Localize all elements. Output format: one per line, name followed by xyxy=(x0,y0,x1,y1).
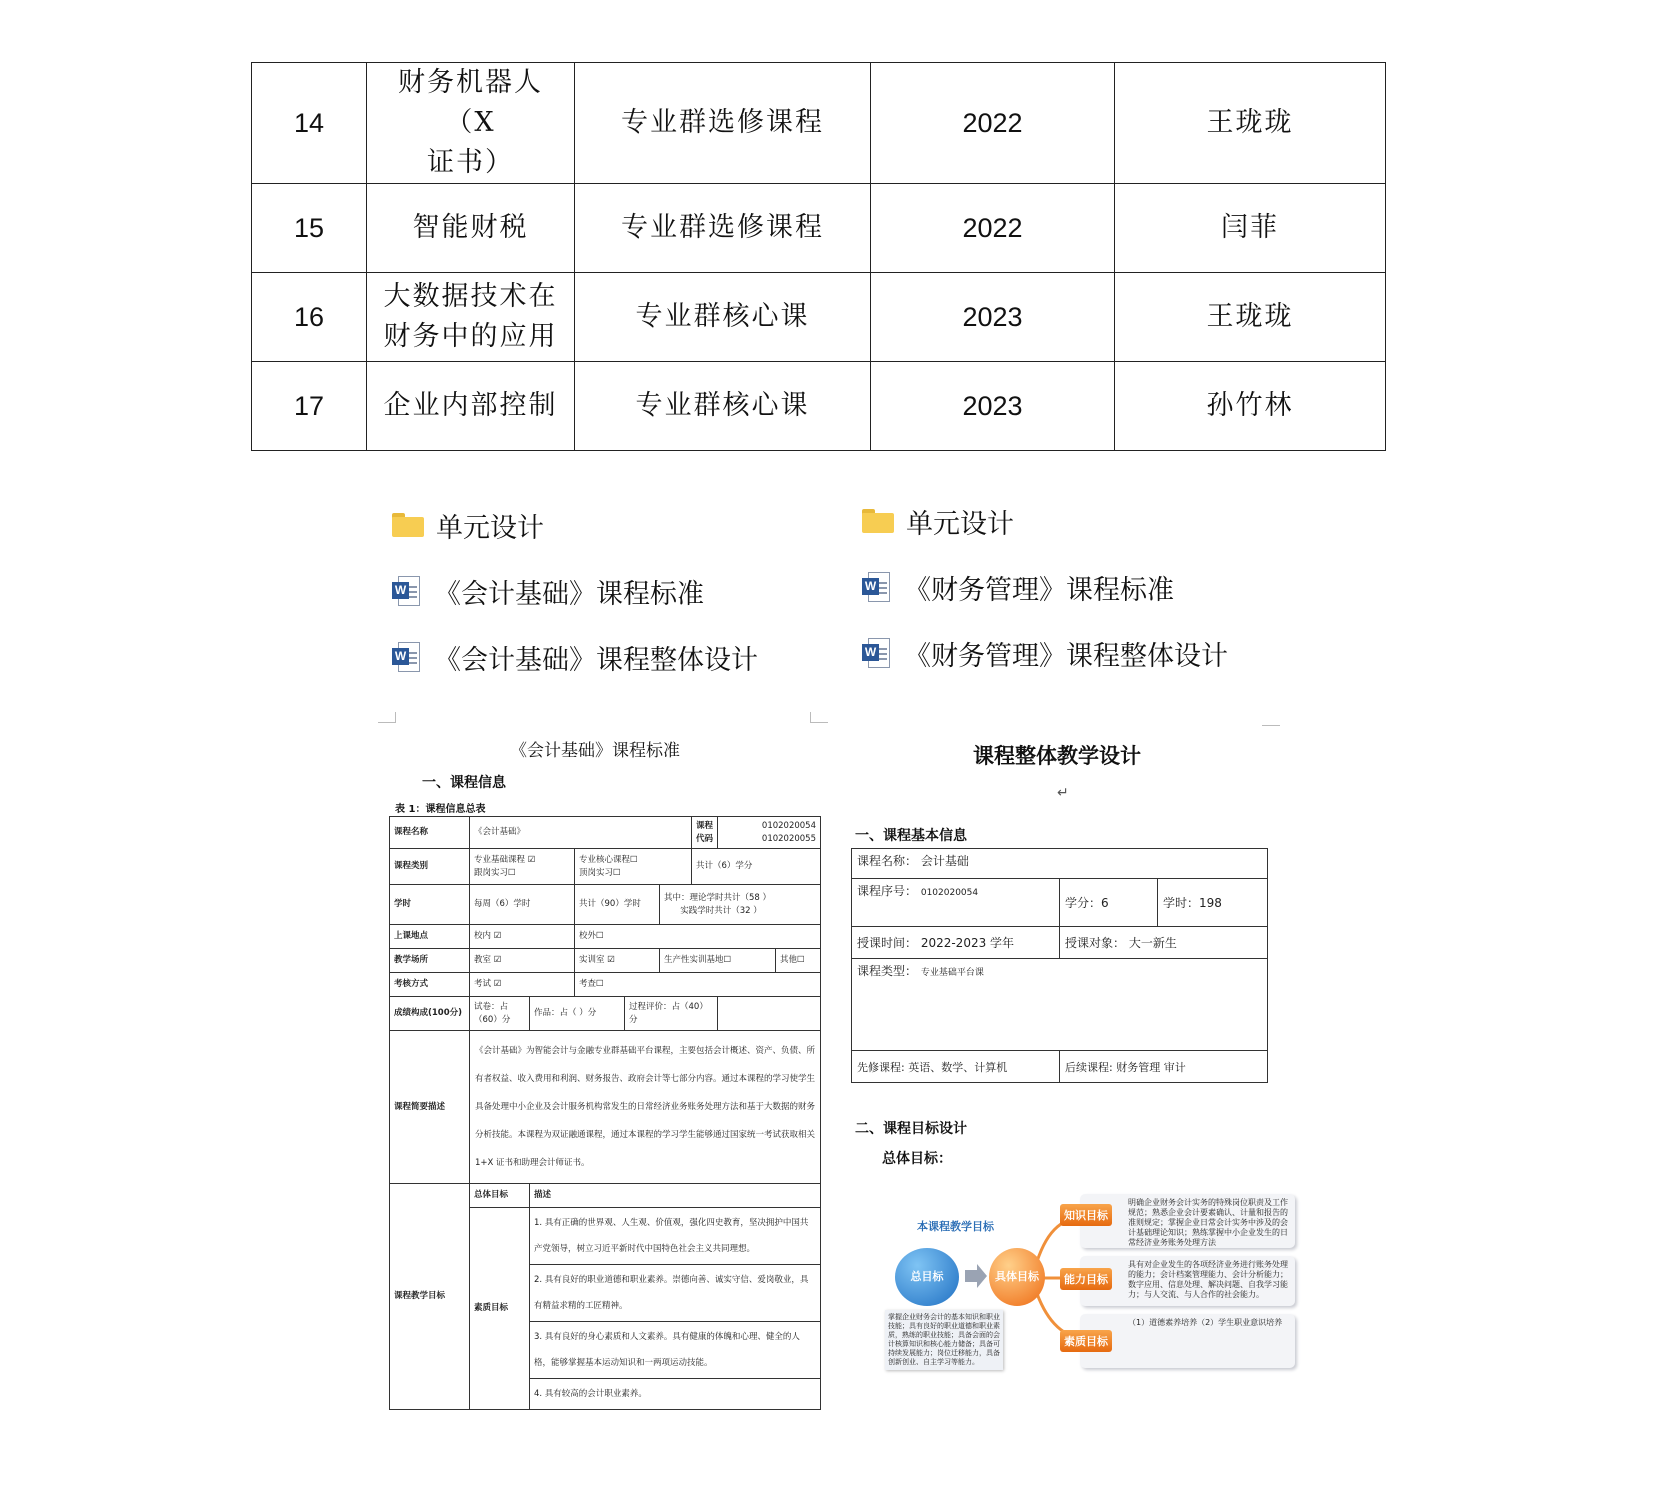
field-value: 《会计基础》 xyxy=(470,817,692,849)
row-number: 14 xyxy=(252,63,367,184)
doc-title: 课程整体教学设计 xyxy=(973,744,1141,768)
field-label: 上课地点 xyxy=(390,925,470,949)
course-code-field: 课程序号： 0102020054 xyxy=(852,879,1060,927)
course-table xyxy=(251,62,1386,451)
table-row xyxy=(252,184,1386,273)
file-list-right xyxy=(862,488,1228,686)
course-type-field: 课程类型： 专业基础平台课 xyxy=(852,959,1268,1051)
word-doc-icon: W xyxy=(862,638,892,668)
field-value: 校内 ☑ xyxy=(470,925,575,949)
hours-field: 学时：198 xyxy=(1158,879,1268,927)
field-value: 专业核心课程☐ 顶岗实习☐ xyxy=(575,849,692,885)
field-value: 作品：占（ ）分 xyxy=(530,997,625,1031)
goal-item: 4. 具有较高的会计职业素养。 xyxy=(530,1379,821,1410)
course-type: 专业群选修课程 xyxy=(575,184,871,273)
field-value: 试卷：占（60）分 xyxy=(470,997,530,1031)
field-label: 成绩构成(100分) xyxy=(390,997,470,1031)
goal-category: 素质目标 xyxy=(470,1208,530,1410)
course-name: 企业内部控制 xyxy=(367,362,575,451)
paragraph-mark: ↵ xyxy=(1057,785,1069,801)
row-number: 16 xyxy=(252,273,367,362)
field-value: 其中：理论学时共计（58 ） 实践学时共计（32 ） xyxy=(660,885,821,925)
word-doc-icon: W xyxy=(392,642,422,672)
specific-goal-ball: 具体目标 xyxy=(989,1248,1045,1306)
field-label: 课程名称 xyxy=(390,817,470,849)
word-doc-icon: W xyxy=(392,576,422,606)
goals-diagram xyxy=(885,1178,1295,1378)
field-value: 校外☐ xyxy=(575,925,821,949)
word-file-item[interactable] xyxy=(862,620,1228,686)
field-label: 课程类别 xyxy=(390,849,470,885)
goal-item: 1. 具有正确的世界观、人生观、价值观，强化四史教育，坚决拥护中国共产党领导，树立习近平新时代中国特色社会主义共同理想。 xyxy=(530,1208,821,1265)
field-value xyxy=(718,997,821,1031)
field-value: 考试 ☑ xyxy=(470,973,575,997)
folder-item[interactable] xyxy=(862,488,1228,554)
course-info-table xyxy=(389,816,821,1410)
file-label: 《财务管理》课程标准 xyxy=(904,574,1174,606)
course-name-field: 课程名称： 会计基础 xyxy=(852,849,1268,879)
row-number: 17 xyxy=(252,362,367,451)
field-value: 生产性实训基地☐ xyxy=(660,949,776,973)
file-list-left xyxy=(392,492,758,690)
field-value: 共计（90）学时 xyxy=(575,885,660,925)
field-value: 教室 ☑ xyxy=(470,949,575,973)
course-year: 2022 xyxy=(871,184,1115,273)
section-heading: 一、课程基本信息 xyxy=(855,828,967,844)
field-value: 过程评价：占（40）分 xyxy=(625,997,718,1031)
folder-label: 单元设计 xyxy=(906,508,1014,540)
table-row xyxy=(252,273,1386,362)
course-name: 大数据技术在 财务中的应用 xyxy=(367,273,575,362)
course-year: 2023 xyxy=(871,273,1115,362)
file-label: 《财务管理》课程整体设计 xyxy=(904,640,1228,672)
knowledge-goal-tag: 知识目标 xyxy=(1060,1204,1112,1226)
total-goal-ball: 总目标 xyxy=(895,1248,959,1306)
course-year: 2023 xyxy=(871,362,1115,451)
field-label: 考核方式 xyxy=(390,973,470,997)
course-teacher: 王珑珑 xyxy=(1115,273,1386,362)
file-label: 《会计基础》课程标准 xyxy=(434,578,704,610)
word-file-item[interactable] xyxy=(392,558,758,624)
course-teacher: 孙竹林 xyxy=(1115,362,1386,451)
course-type: 专业群核心课 xyxy=(575,362,871,451)
course-teacher: 闫菲 xyxy=(1115,184,1386,273)
field-label: 学时 xyxy=(390,885,470,925)
doc-title: 《会计基础》课程标准 xyxy=(510,741,680,761)
field-label: 课程代码 xyxy=(692,817,718,849)
field-value: 专业基础课程 ☑ 跟岗实习☐ xyxy=(470,849,575,885)
field-label: 教学场所 xyxy=(390,949,470,973)
course-year: 2022 xyxy=(871,63,1115,184)
field-value: 考查☐ xyxy=(575,973,821,997)
total-goal-desc: 掌握企业财务会计的基本知识和职业技能；具有良好的职业道德和职业素质，熟练的职业技能；具备会面的会计核算知识和核心能力储备；具备可持续发展能力；岗位迁移能力，具备创新创业、自主学习等能力。 xyxy=(885,1310,1003,1370)
table-caption: 表 1：课程信息总表 xyxy=(395,804,486,815)
section-heading: 二、课程目标设计 xyxy=(855,1121,967,1137)
ability-goal-box: 具有对企业发生的各项经济业务进行账务处理的能力；会计档案管理能力、会计分析能力；数字应用、信息处理、解决问题、自我学习能力；与人交流、与人合作的社会能力。 xyxy=(1080,1256,1295,1306)
field-value: 每周（6）学时 xyxy=(470,885,575,925)
row-number: 15 xyxy=(252,184,367,273)
course-description: 《会计基础》为智能会计与金融专业群基础平台课程，主要包括会计概述、资产、负债、所有者权益、收入费用和利润、财务报告、政府会计等七部分内容。通过本课程的学习使学生具备处理中小企业及会计服务机构常发生的日常经济业务账务处理方法和基于大数据的财务分析技能。本课程为双证融通课程，通过本课程的学习学生能够通过国家统一考试获取相关 1+X 证书和助理会计师证书。 xyxy=(470,1031,821,1184)
goal-header: 描述 xyxy=(530,1184,821,1208)
field-value: 共计（6）学分 xyxy=(692,849,821,885)
file-label: 《会计基础》课程整体设计 xyxy=(434,644,758,676)
audience-field: 授课对象： 大一新生 xyxy=(1060,927,1268,959)
goal-header: 总体目标 xyxy=(470,1184,530,1208)
credit-field: 学分：6 xyxy=(1060,879,1158,927)
field-value: 实训室 ☑ xyxy=(575,949,660,973)
subsection-heading: 总体目标： xyxy=(882,1151,952,1167)
field-value: 其他☐ xyxy=(776,949,821,973)
course-type: 专业群核心课 xyxy=(575,273,871,362)
course-teacher: 王珑珑 xyxy=(1115,63,1386,184)
basic-info-table xyxy=(851,848,1268,1083)
folder-icon xyxy=(862,509,894,533)
field-label: 课程简要描述 xyxy=(390,1031,470,1184)
prerequisite-field: 先修课程: 英语、数学、计算机 xyxy=(852,1051,1060,1083)
section-heading: 一、课程信息 xyxy=(422,775,506,791)
knowledge-goal-box: 明确企业财务会计实务的特殊岗位职责及工作规范；熟悉企业会计要素确认、计量和报告的准则规定；掌握企业日常会计实务中涉及的会计基础理论知识；熟练掌握中小企业发生的日常经济业务账务处理方法 xyxy=(1080,1194,1295,1248)
diagram-title: 本课程教学目标 xyxy=(917,1220,994,1233)
quality-goal-tag: 素质目标 xyxy=(1060,1330,1112,1352)
goal-item: 3. 具有良好的身心素质和人文素养。具有健康的体魄和心理、健全的人格，能够掌握基本运动知识和一两项运动技能。 xyxy=(530,1322,821,1379)
time-field: 授课时间： 2022-2023 学年 xyxy=(852,927,1060,959)
field-value: 0102020054 0102020055 xyxy=(718,817,821,849)
field-label: 课程教学目标 xyxy=(390,1184,470,1410)
word-file-item[interactable] xyxy=(392,624,758,690)
course-type: 专业群选修课程 xyxy=(575,63,871,184)
table-row xyxy=(252,362,1386,451)
course-name: 财务机器人（X 证书） xyxy=(367,63,575,184)
course-name: 智能财税 xyxy=(367,184,575,273)
word-file-item[interactable] xyxy=(862,554,1228,620)
followup-field: 后续课程: 财务管理 审计 xyxy=(1060,1051,1268,1083)
quality-goal-box: （1）道德素养培养（2）学生职业意识培养 xyxy=(1080,1314,1295,1368)
word-doc-icon: W xyxy=(862,572,892,602)
folder-icon xyxy=(392,513,424,537)
folder-label: 单元设计 xyxy=(436,512,544,544)
table-row xyxy=(252,63,1386,184)
goal-item: 2. 具有良好的职业道德和职业素养。崇德向善、诚实守信、爱岗敬业，具有精益求精的工匠精神。 xyxy=(530,1265,821,1322)
ability-goal-tag: 能力目标 xyxy=(1060,1268,1112,1290)
folder-item[interactable] xyxy=(392,492,758,558)
